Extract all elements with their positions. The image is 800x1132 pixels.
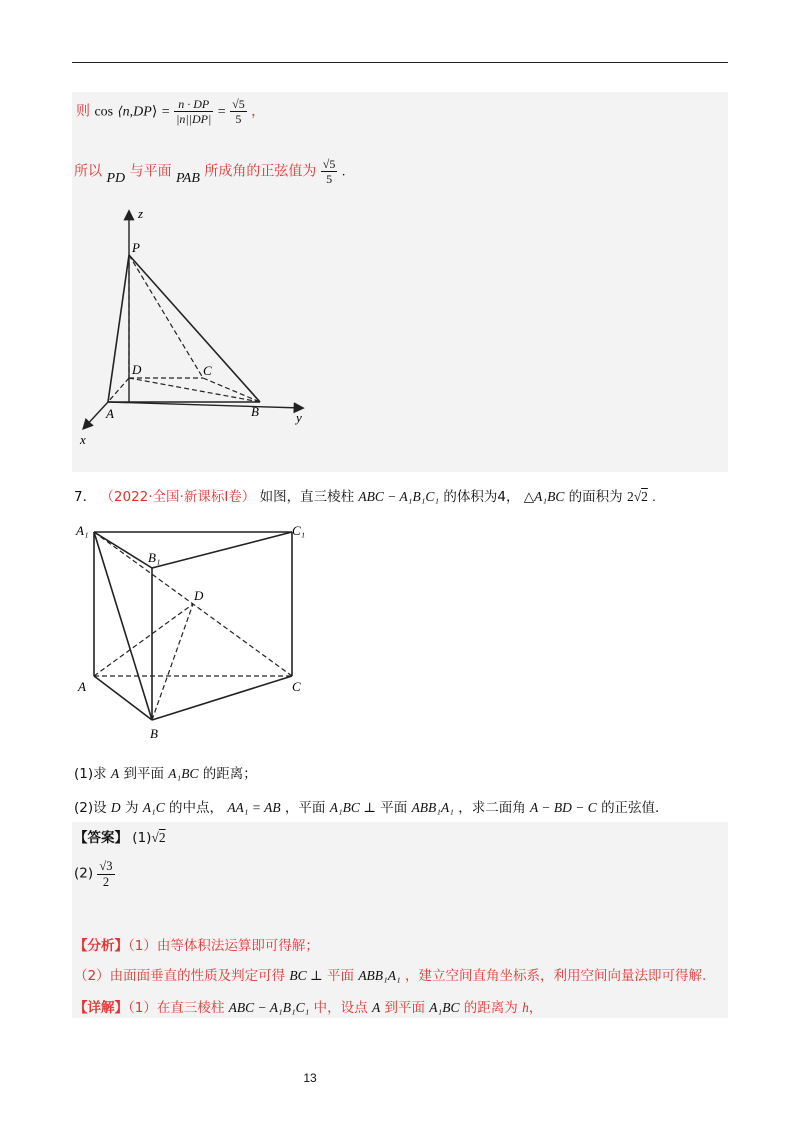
detail-line-1: 【详解】（1）在直三棱柱 ABC − A₁B₁C₁ 中，设点 A 到平面 A₁BC 的距离为 h， <box>74 1000 543 1016</box>
label-x: x <box>80 432 86 447</box>
solution-line-2: 所以 PD 与平面 PAB 所成角的正弦值为 $\frac{√5}{5}$ . <box>74 157 346 186</box>
label-d2: D <box>194 588 204 603</box>
page-number: 13 <box>303 1071 317 1085</box>
answer-2: (2) $\frac{√3}{2}$ <box>74 859 113 889</box>
pyramid-axes-figure <box>72 200 332 450</box>
result-fraction: $\frac{√5}{5}$ <box>232 97 245 126</box>
part-2: (2)设 D 为 A₁C 的中点， AA₁ = AB ，平面 A₁BC ⊥ 平面 ABB₁A₁ ，求二面角 A − BD − C 的正弦值. <box>74 800 660 816</box>
label-z: z <box>138 206 144 221</box>
header-rule <box>72 62 728 63</box>
answer-block-shaded <box>72 822 728 1018</box>
analysis-line-2: （2）由面面垂直的性质及判定可得 BC ⊥ 平面 ABB₁A₁ ，建立空间直角坐标系，利用空间向量法即可得解. <box>74 968 707 984</box>
answer-1: 【答案】 (1)√2 <box>74 830 166 846</box>
label-p: P <box>132 240 140 255</box>
label-y: y <box>296 410 302 425</box>
label-a: A <box>106 406 114 421</box>
label-b: B <box>251 404 259 419</box>
label-b1: B₁ <box>148 550 161 565</box>
label-d: D <box>132 362 142 377</box>
prism-figure <box>72 518 322 748</box>
label-c2: C <box>292 679 301 694</box>
question-7: 7． （2022·全国·新课标Ⅰ卷） 如图，直三棱柱 ABC − A₁B₁C₁ 的体积为4， △A₁BC 的面积为 2√2 . <box>74 489 656 505</box>
label-a2: A <box>78 679 86 694</box>
analysis-line-1: 【分析】（1）由等体积法运算即可得解； <box>74 938 319 954</box>
part-1: (1)求 A 到平面 A₁BC 的距离； <box>74 766 257 782</box>
label-b2: B <box>150 726 158 741</box>
label-c1: C₁ <box>292 523 306 538</box>
label-c: C <box>203 363 212 378</box>
label-a1: A₁ <box>76 523 89 538</box>
solution-line-1: 则 cos ⟨n,DP⟩ = $\frac{n \cdot DP}{|n||DP|}$ = $\frac{√5}{5}$ ， <box>76 97 266 126</box>
cos-fraction: $\frac{n \cdot DP}{|n||DP|}$ <box>176 97 212 126</box>
